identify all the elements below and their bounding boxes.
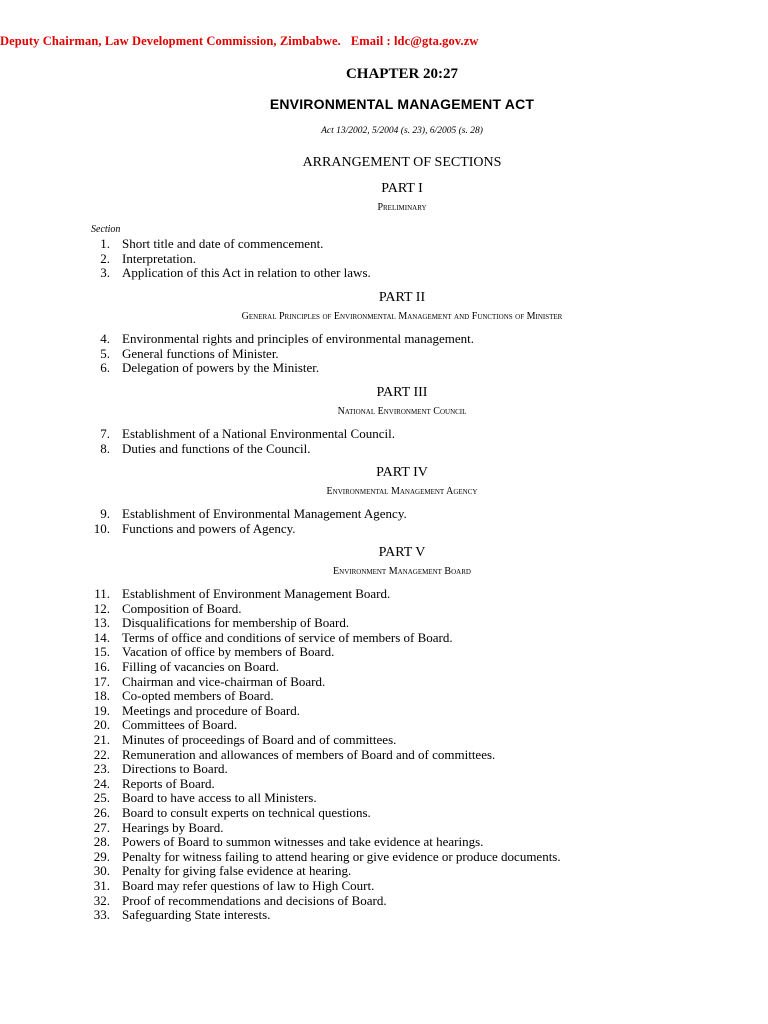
section-number: 28. [93,834,110,850]
section-title: Co-opted members of Board. [122,688,274,704]
section-number: 21. [93,732,110,747]
section-number: 12. [93,600,110,616]
part-5-label: PART V [378,545,426,560]
section-number: 31. [93,878,110,893]
section-number: 26. [93,805,110,820]
section-title: Interpretation. [122,250,196,266]
part-4-label: PART IV [376,465,428,480]
section-title: Composition of Board. [122,600,242,616]
part-1-label: PART I [381,181,423,196]
act-title: ENVIRONMENTAL MANAGEMENT ACT [269,96,535,112]
section-title: Safeguarding State interests. [122,907,271,923]
section-title: Establishment of a National Environmental Council. [122,426,395,441]
part-3-label: PART III [376,385,428,400]
section-number: 11. [94,586,110,601]
section-number: 8. [100,440,110,456]
section-number: 16. [93,659,110,674]
section-title: Powers of Board to summon witnesses and take evidence at hearings. [122,834,484,850]
section-number: 19. [93,702,110,718]
arrangement-heading: ARRANGEMENT OF SECTIONS [302,155,502,170]
section-number: 14. [93,629,110,645]
part-3-title: National Environment Council [337,406,467,417]
section-number: 2. [100,250,110,266]
section-title: Proof of recommendations and decisions of Board. [122,892,387,908]
section-title: Terms of office and conditions of service of members of Board. [122,629,453,645]
section-title: Hearings by Board. [122,819,224,835]
section-title: Application of this Act in relation to other laws. [122,265,371,281]
section-title: Committees of Board. [122,717,238,733]
section-number: 33. [93,907,110,923]
section-number: 18. [93,688,110,704]
section-title: Penalty for witness failing to attend hearing or give evidence or produce documents. [122,848,561,864]
author-header [0,34,479,49]
section-number: 27. [93,819,110,835]
section-number: 5. [100,345,110,361]
section-number: 7. [100,426,110,441]
part-4-title: Environmental Management Agency [326,486,478,497]
section-title: Directions to Board. [122,761,228,777]
section-number: 25. [93,790,110,806]
author-header-text: Deputy Chairman, Law Development Commission, Zimbabwe. [0,34,341,48]
part-2-title: General Principles of Environmental Management and Functions of Minister [241,311,563,322]
section-number: 23. [93,761,110,777]
section-title: Board to consult experts on technical questions. [122,805,371,820]
section-title: Establishment of Environment Management Board. [122,586,391,601]
section-title: Environmental rights and principles of environmental management. [122,331,474,346]
section-number: 24. [93,775,110,791]
section-number: 15. [93,644,110,660]
section-number: 13. [93,615,110,631]
section-title: Establishment of Environmental Management Agency. [122,506,407,521]
section-number: 6. [100,360,110,376]
section-title: Delegation of powers by the Minister. [122,360,320,376]
section-title: Board may refer questions of law to High Court. [122,878,375,893]
section-title: Disqualifications for membership of Board. [122,615,350,631]
section-label: Section [91,224,121,235]
section-title: Meetings and procedure of Board. [122,702,300,718]
part-5-title: Environment Management Board [333,566,471,577]
section-number: 4. [100,331,110,346]
part-2-label: PART II [378,290,426,305]
section-title: Board to have access to all Ministers. [122,790,317,806]
section-title: Duties and functions of the Council. [122,440,311,456]
chapter-number: CHAPTER 20:27 [345,66,459,82]
section-number: 29. [93,848,110,864]
section-title: Remuneration and allowances of members of Board and of committees. [122,746,496,762]
section-number: 1. [100,236,110,251]
section-number: 22. [93,746,110,762]
section-number: 30. [93,863,110,879]
section-number: 10. [93,520,110,536]
section-title: Minutes of proceedings of Board and of committees. [122,732,397,747]
section-title: Penalty for giving false evidence at hearing. [122,863,352,879]
section-title: Filling of vacancies on Board. [122,659,280,674]
section-number: 17. [93,673,110,689]
section-title: Short title and date of commencement. [122,236,324,251]
section-number: 3. [100,265,110,281]
section-number: 20. [93,717,110,733]
section-title: Reports of Board. [122,775,215,791]
section-title: Chairman and vice-chairman of Board. [122,673,326,689]
author-email: Email : ldc@gta.gov.zw [350,34,479,48]
part-1-title: Preliminary [377,202,427,213]
section-number: 32. [93,892,110,908]
act-references: Act 13/2002, 5/2004 (s. 23), 6/2005 (s. 28) [321,126,483,136]
section-title: General functions of Minister. [122,345,279,361]
section-number: 9. [100,506,110,521]
section-title: Vacation of office by members of Board. [122,644,335,660]
section-title: Functions and powers of Agency. [122,520,296,536]
